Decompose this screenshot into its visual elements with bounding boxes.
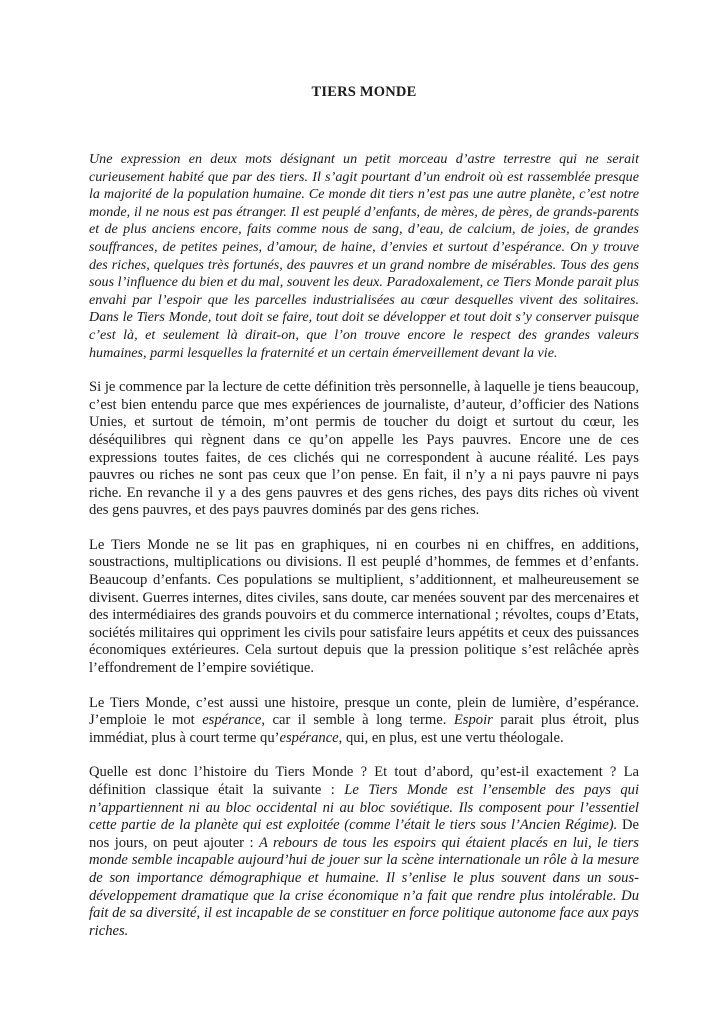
paragraph-3-text-g: , qui, en plus, est une vertu théologale. [338, 729, 564, 746]
paragraph-3-italic-esperance-2: espérance [279, 729, 339, 746]
page-title: TIERS MONDE [311, 84, 417, 100]
paragraph-1: Si je commence par la lecture de cette définition très personnelle, à laquelle je tiens beaucoup, c’est bien entendu parce que mes expériences de journaliste, d’auteur, d’officier des Nations Unies, et surtout de témoin, m’ont permis de toucher du doigt et surtout du cœur, les déséquilibres qui règnent dans ce qu’on appelle les Pays pauvres. Encore une de ces expressions toutes faites, de ces clichés qui ne correspondent à aucune réalité. Les pays pauvres ou riches ne sont pas ceux que l’on pense. En fait, il n’y a ni pays pauvre ni pays riche. En revanche il y a des gens pauvres et des gens riches, des pays dits riches où vivent des gens pauvres, et des pays pauvres dominés par des gens riches. [89, 379, 639, 519]
document-page [89, 84, 639, 957]
paragraph-3-italic-esperance: espérance [202, 712, 262, 729]
paragraph-4-text-c: De nos jours, on peut ajouter : [89, 817, 639, 851]
intro-paragraph: Une expression en deux mots désignant un petit morceau d’astre terrestre qui ne serait curieusement habité que par des tiers. Il s’agit pourtant d’un endroit où est rassemblée presque la majorité de la population humaine. Ce monde dit tiers n’est pas une autre planète, c’est notre monde, il ne nous est pas étranger. Il est peuplé d’enfants, de mères, de pères, de grands-parents et de plus anciens encore, faits comme nous de sang, d’eau, de calcium, de joies, de grandes souffrances, de petites peines, d’amour, de haine, d’envies et surtout d’espérance. On y trouve des riches, quelques très fortunés, des pauvres et un grand nombre de misérables. Tous des gens sous l’influence du bien et du mal, souvent les deux. Paradoxalement, ce Tiers Monde parait plus envahi par l’espoir que les parcelles industrialisées au cœur desquelles vivent des solitaires. Dans le Tiers Monde, tout doit se faire, tout doit se développer et tout doit s’y conserver puisque c’est là, et seulement là dirait-on, que l’on trouve encore le respect des grandes valeurs humaines, parmi lesquelles la fraternité et un certain émerveillement devant la vie. [89, 151, 639, 361]
paragraph-2: Le Tiers Monde ne se lit pas en graphiques, ni en courbes ni en chiffres, en additions, soustractions, multiplications ou divisions. Il est peuplé d’hommes, de femmes et d’enfants. Beaucoup d’enfants. Ces populations se multiplient, s’additionnent, et malheureusement se divisent. Guerres internes, dites civiles, sans doute, car menées souvent par des mercenaires et des intermédiaires des grands pouvoirs et du commerce international ; révoltes, coups d’Etats, sociétés militaires qui oppriment les civils pour satisfaire leurs appétits et ceux des puissances économiques extérieures. Cela surtout depuis que la pression politique s’est relâchée après l’effondrement de l’empire soviétique. [89, 536, 639, 677]
paragraph-4-modern-definition: A rebours de tous les espoirs qui étaient placés en lui, le tiers monde semble incapable aujourd’hui de jouer sur la scène internationale un rôle à la mesure de son importance démographique et humaine. Il s’enlise le plus souvent dans un sous-développement dramatique que la crise économique n’a fait que rendre plus intolérable. Du fait de sa diversité, il est incapable de se constituer en force politique autonome face aux pays riches. [89, 834, 639, 939]
paragraph-3-text-c: , car il semble à long terme. [261, 712, 454, 729]
paragraph-3-text-e: parait plus étroit, plus immédiat, plus à court terme qu’ [89, 712, 639, 746]
paragraph-4-text-a: Quelle est donc l’histoire du Tiers Monde ? Et tout d’abord, qu’est-il exactement ? La définition classique était la suivante : [89, 764, 639, 798]
paragraph-3-italic-espoir: Espoir [453, 712, 493, 729]
paragraph-4 [89, 764, 639, 940]
paragraph-3-text-a: Le Tiers Monde, c’est aussi une histoire, presque un conte, plein de lumière, d’espérance. J’emploie le mot [89, 694, 639, 729]
paragraph-3 [89, 695, 639, 748]
paragraph-4-classic-definition: Le Tiers Monde est l’ensemble des pays qui n’appartiennent ni au bloc occidental ni au bloc soviétique. Ils composent pour l’essentiel cette partie de la planète qui est exploitée (comme l’était le tiers sous l’Ancien Régime). [89, 782, 639, 834]
